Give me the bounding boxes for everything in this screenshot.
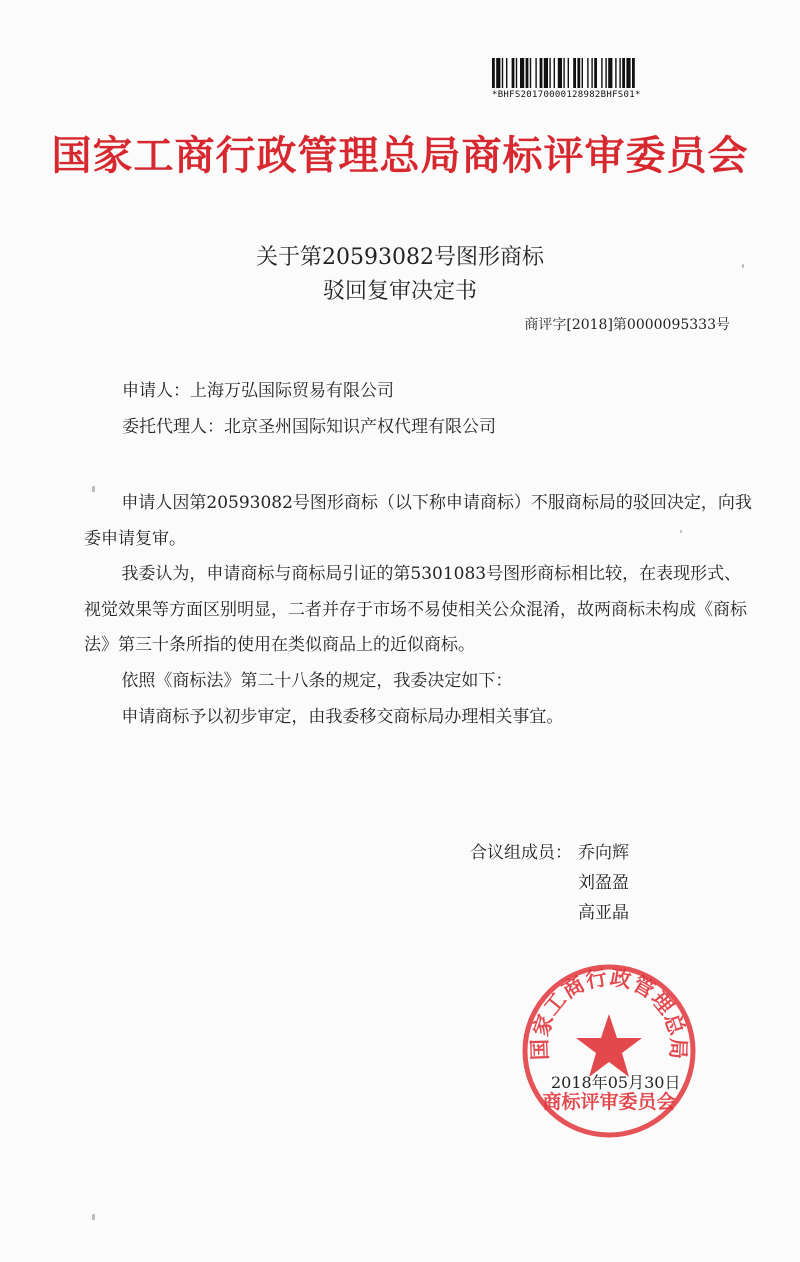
barcode-bar xyxy=(615,58,616,88)
panel-members xyxy=(470,838,629,928)
barcode-bar xyxy=(540,58,543,88)
barcode-bar xyxy=(530,58,531,88)
barcode-bar xyxy=(544,58,548,88)
decision-body xyxy=(84,486,754,735)
barcode-icon xyxy=(492,58,698,88)
barcode-block xyxy=(492,58,702,100)
barcode-bar xyxy=(535,58,536,88)
barcode-text: *BHFS20170000128982BHFS01* xyxy=(492,90,641,100)
panel-label: 合议组成员： xyxy=(470,843,572,863)
applicant-label: 申请人： xyxy=(122,381,190,401)
barcode-bar xyxy=(619,58,620,88)
panel-member-name: 刘盈盈 xyxy=(578,873,629,893)
body-paragraph-4: 申请商标予以初步审定，由我委移交商标局办理相关事宜。 xyxy=(121,706,564,727)
barcode-bar xyxy=(626,58,630,88)
scan-speck xyxy=(680,530,682,533)
barcode-bar xyxy=(577,58,580,88)
star-icon xyxy=(576,1014,642,1077)
applicant-name: 上海万弘国际贸易有限公司 xyxy=(190,381,394,401)
panel-member-row xyxy=(470,868,629,898)
body-paragraph-3: 依照《商标法》第二十八条的规定，我委决定如下： xyxy=(121,670,513,691)
barcode-bar xyxy=(605,58,606,88)
barcode-bar xyxy=(594,58,597,88)
barcode-bar xyxy=(502,58,503,88)
barcode-bar xyxy=(506,58,507,88)
barcode-bar xyxy=(608,58,612,88)
barcode-bar xyxy=(520,58,524,88)
barcode-bar xyxy=(512,58,515,88)
panel-member-row xyxy=(470,898,629,928)
panel-member-name: 高亚晶 xyxy=(578,903,629,923)
agent-name: 北京圣州国际知识产权代理有限公司 xyxy=(224,417,496,437)
seal-bottom-text: 商标评审委员会 xyxy=(542,1091,676,1113)
scan-speck xyxy=(92,1214,95,1220)
barcode-bar xyxy=(496,58,500,88)
barcode-bar xyxy=(622,58,625,88)
decision-date: 2018年05月30日 xyxy=(551,1073,681,1092)
applicant-line xyxy=(122,376,394,401)
body-paragraph-1: 申请人因第20593082号图形商标（以下称申请商标）不服商标局的驳回决定，向我委申请复审。 xyxy=(84,493,752,549)
barcode-bar xyxy=(516,58,517,88)
barcode-bar xyxy=(568,58,569,88)
barcode-bar xyxy=(492,58,495,88)
barcode-bar xyxy=(558,58,562,88)
panel-member-row xyxy=(470,838,629,868)
panel-member-name: 乔向辉 xyxy=(578,843,629,863)
barcode-bar xyxy=(554,58,555,88)
barcode-bar xyxy=(549,58,550,88)
document-number: 商评字[2018]第0000095333号 xyxy=(524,317,730,333)
barcode-bar xyxy=(632,58,635,88)
organization-title: 国家工商行政管理总局商标评审委员会 xyxy=(51,133,749,179)
barcode-bar xyxy=(563,58,564,88)
barcode-bar xyxy=(601,58,602,88)
barcode-bar xyxy=(582,58,583,88)
barcode-bar xyxy=(573,58,576,88)
seal-top-text: 国家工商行政管理总局 xyxy=(526,964,692,1061)
scan-speck xyxy=(92,486,95,492)
scan-speck xyxy=(742,264,744,268)
barcode-bar xyxy=(526,58,529,88)
document-title-line-2: 驳回复审决定书 xyxy=(322,279,477,304)
official-seal xyxy=(520,962,698,1140)
barcode-bar xyxy=(591,58,592,88)
agent-label: 委托代理人： xyxy=(122,417,224,437)
body-paragraph-2: 我委认为，申请商标与商标局引证的第5301083号图形商标相比较，在表现形式、视觉效果等方面区别明显，二者并存于市场不易使相关公众混淆，故两商标未构成《商标法》第三十条所指的使用在类似商品上的近似商标。 xyxy=(84,564,747,656)
document-title-line-1: 关于第20593082号图形商标 xyxy=(256,245,544,270)
barcode-bar xyxy=(587,58,588,88)
agent-line xyxy=(122,412,496,437)
